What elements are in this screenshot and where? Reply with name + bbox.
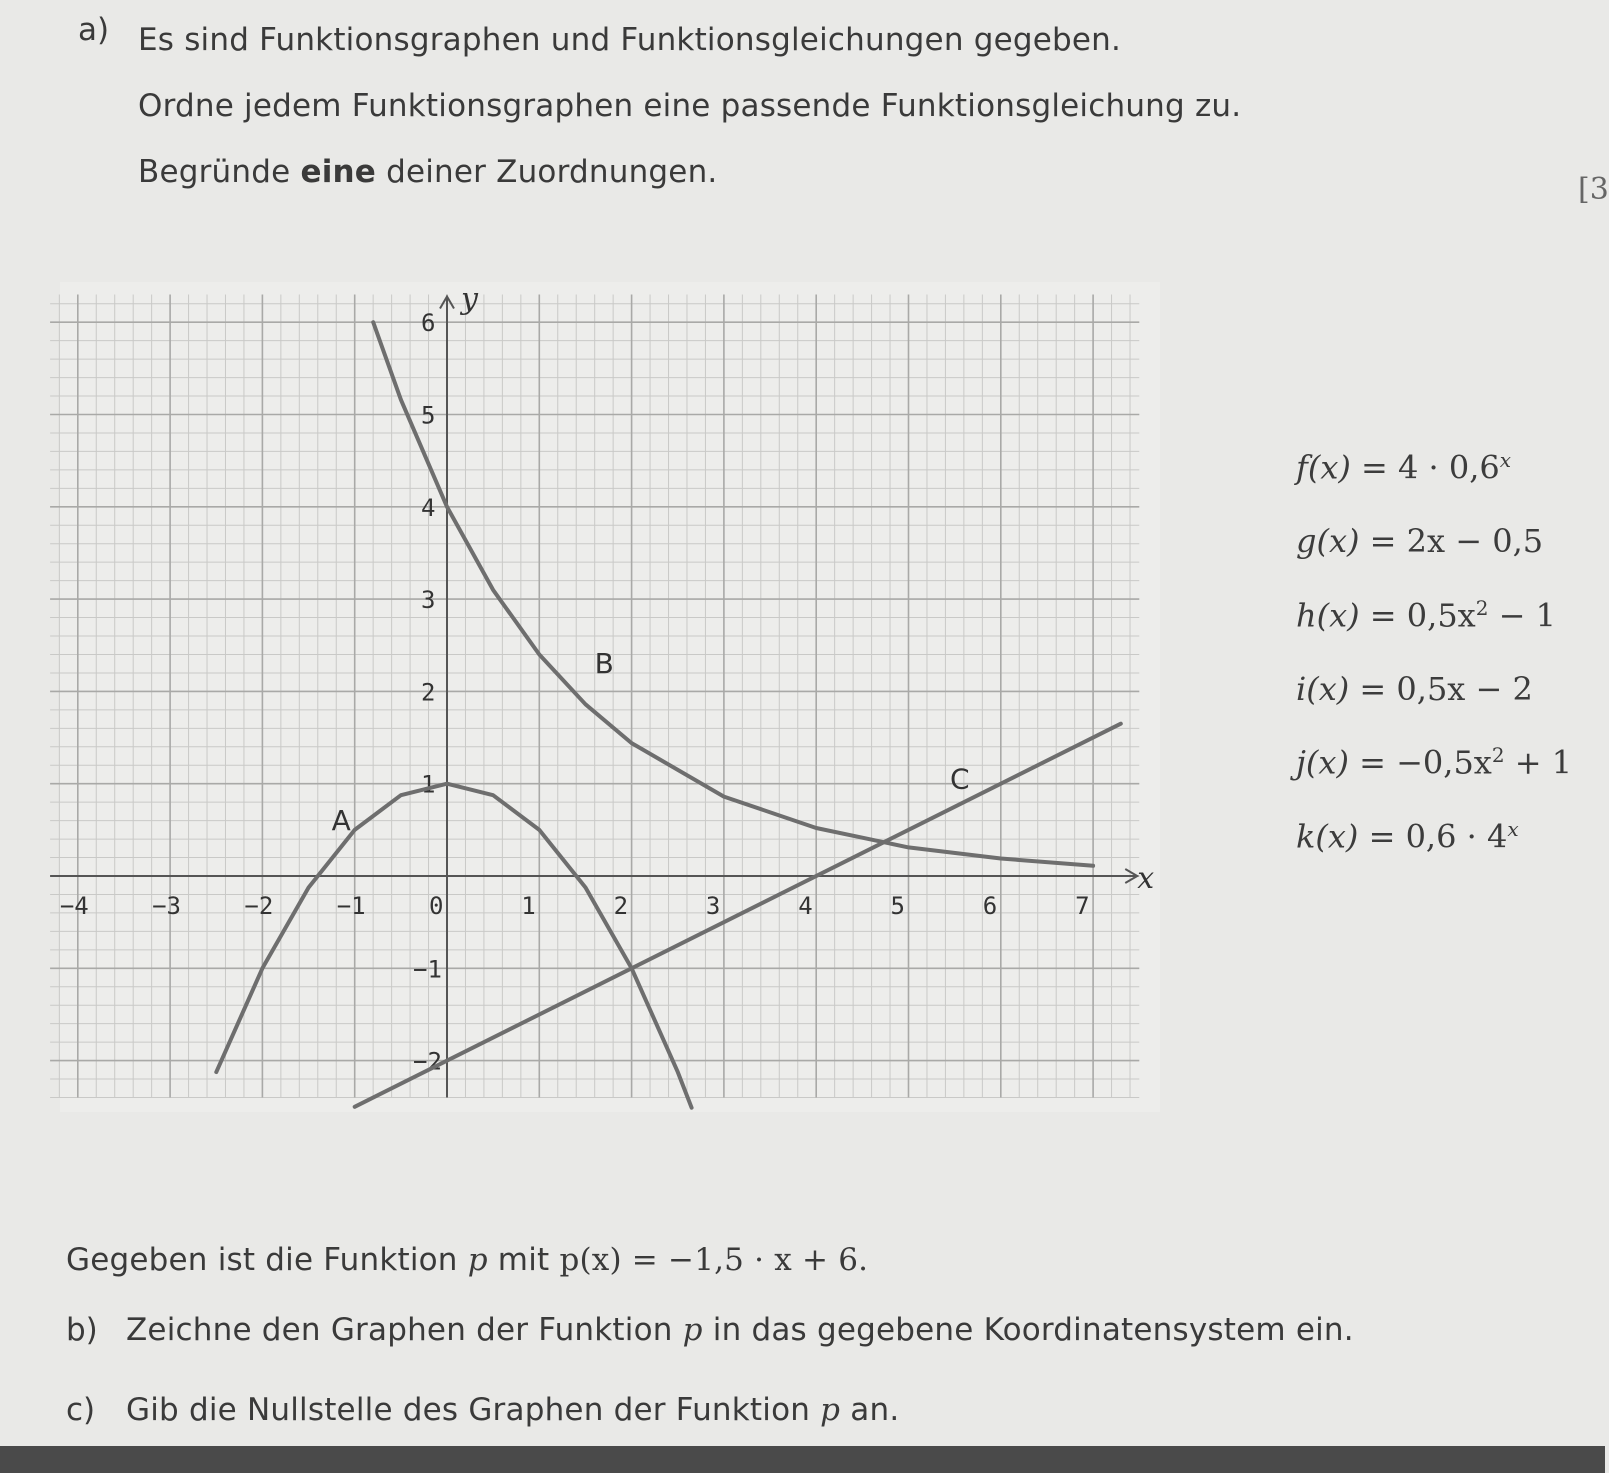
- y-tick-label: −1: [413, 955, 442, 984]
- given-mid: mit: [487, 1242, 560, 1278]
- given-pre: Gegeben ist die Funktion: [66, 1242, 468, 1278]
- x-tick-label: 7: [1075, 892, 1090, 920]
- given-var: p: [467, 1242, 488, 1278]
- equation-h: $h(x) = 0,5x^2 - 1$: [1296, 596, 1556, 635]
- equation-g: g(x) = 2x − 0,5: [1296, 522, 1544, 560]
- y-tick-label: 6: [421, 309, 436, 338]
- task-a-line-3-pre: Begründe: [138, 154, 301, 190]
- y-tick-label: 5: [421, 401, 436, 430]
- page-edge-shadow: [0, 1446, 1605, 1473]
- x-tick-label: −3: [152, 892, 182, 920]
- task-a-line-3: [138, 154, 717, 190]
- y-tick-label: 4: [421, 493, 436, 522]
- x-tick-label: −1: [336, 892, 366, 920]
- x-tick-label: 0: [429, 892, 444, 920]
- task-a-line-2: Ordne jedem Funktionsgraphen eine passende Funktionsgleichung zu.: [138, 88, 1242, 124]
- graph-label-A: A: [331, 803, 351, 837]
- x-axis-label: x: [1137, 861, 1155, 896]
- task-b-marker: b): [66, 1312, 98, 1348]
- task-c-var: p: [820, 1392, 841, 1428]
- task-b-text: [126, 1312, 1354, 1348]
- x-tick-label: 5: [890, 892, 905, 920]
- equation-k: $k(x) = 0,6 \cdot 4^x$: [1296, 817, 1519, 856]
- task-b-post: in das gegebene Koordinatensystem ein.: [702, 1312, 1354, 1348]
- y-axis-label: y: [461, 281, 478, 317]
- x-tick-label: 4: [798, 892, 813, 920]
- task-c-pre: Gib die Nullstelle des Graphen der Funktion: [126, 1392, 821, 1428]
- y-tick-label: −2: [413, 1047, 442, 1076]
- task-c-marker: c): [66, 1392, 96, 1428]
- equation-j: $j(x) = -0,5x^2 + 1$: [1296, 743, 1573, 782]
- task-c-post: an.: [840, 1392, 900, 1428]
- y-tick-label: 1: [421, 770, 436, 799]
- x-tick-label: 3: [705, 892, 721, 920]
- given-equation: p(x) = −1,5 · x + 6.: [559, 1242, 869, 1278]
- x-tick-label: −4: [59, 892, 89, 920]
- graph-label-C: C: [950, 762, 970, 796]
- task-a-marker: a): [78, 12, 110, 48]
- task-c-text: [126, 1392, 899, 1428]
- x-tick-label: 6: [982, 892, 998, 920]
- x-tick-label: 1: [521, 892, 536, 920]
- coordinate-system: [60, 282, 1160, 1112]
- x-tick-label: 2: [613, 892, 629, 920]
- x-tick-label: −2: [244, 892, 274, 920]
- y-tick-label: 3: [421, 586, 436, 615]
- task-b-pre: Zeichne den Graphen der Funktion: [126, 1312, 683, 1348]
- task-a-line-3-bold: eine: [300, 154, 377, 190]
- y-tick-label: 2: [421, 678, 436, 707]
- graph-label-B: B: [594, 646, 614, 680]
- equation-i: i(x) = 0,5x − 2: [1296, 670, 1533, 708]
- given-function: [66, 1242, 868, 1278]
- task-a-line-1: Es sind Funktionsgraphen und Funktionsgleichungen gegeben.: [138, 22, 1122, 58]
- task-b-var: p: [682, 1312, 703, 1348]
- equation-f: $f(x) = 4 \cdot 0,6^x$: [1296, 448, 1512, 487]
- task-a-line-3-post: deiner Zuordnungen.: [376, 154, 718, 190]
- points-label: [3: [1578, 172, 1609, 207]
